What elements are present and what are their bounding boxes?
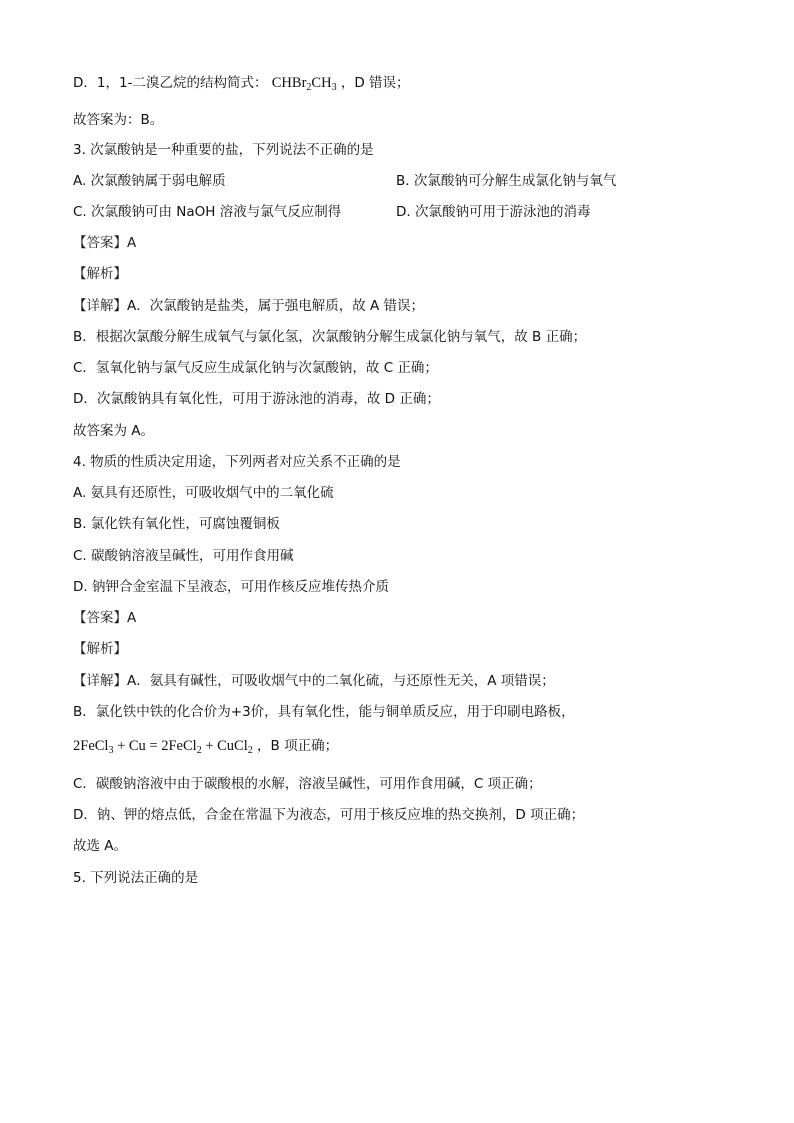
q4-option-c: C. 碳酸钠溶液呈碱性，可用作食用碱 <box>73 548 294 564</box>
q4-answer-tag: 【答案】A <box>73 610 137 626</box>
formula-fecl3-cu-reaction: 2FeCl$_3$ + Cu = 2FeCl$_2$ + CuCl$_2$ <box>73 738 253 756</box>
q2-answer: 故答案为：B。 <box>73 112 164 128</box>
q2-option-d-line: D．1，1-二溴乙烷的结构简式： $CHBr_2CH_3$ ，D 错误； <box>73 75 410 93</box>
q4-analysis-tag: 【解析】 <box>73 641 127 657</box>
q4-stem: 4. 物质的性质决定用途，下列两者对应关系不正确的是 <box>73 454 401 470</box>
q3-detail-c: C．氢氧化钠与氯气反应生成氯化钠与次氯酸钠，故 C 正确； <box>73 360 438 376</box>
q4-equation-line: 2FeCl$_3$ + Cu = 2FeCl$_2$ + CuCl$_2$ ，B 项正确； <box>73 738 339 756</box>
q3-option-a: A. 次氯酸钠属于弱电解质 <box>73 173 226 189</box>
q3-conclusion: 故答案为 A。 <box>73 423 155 439</box>
q3-stem: 3. 次氯酸钠是一种重要的盐，下列说法不正确的是 <box>73 142 374 158</box>
q3-detail-a: 【详解】A．次氯酸钠是盐类，属于强电解质，故 A 错误； <box>73 298 425 314</box>
q3-option-d: D. 次氯酸钠可用于游泳池的消毒 <box>396 204 591 220</box>
q3-analysis-tag: 【解析】 <box>73 266 127 282</box>
q3-detail-b: B．根据次氯酸分解生成氧气与氯化氢，次氯酸钠分解生成氯化钠与氧气，故 B 正确； <box>73 329 587 345</box>
q4-detail-d: D．钠、钾的熔点低，合金在常温下为液态，可用于核反应堆的热交换剂，D 项正确； <box>73 807 585 823</box>
q5-stem: 5. 下列说法正确的是 <box>73 870 199 886</box>
q4-option-d: D. 钠钾合金室温下呈液态，可用作核反应堆传热介质 <box>73 579 389 595</box>
q4-detail-c: C．碳酸钠溶液中由于碳酸根的水解，溶液呈碱性，可用作食用碱，C 项正确； <box>73 776 542 792</box>
q4-detail-a: 【详解】A．氨具有碱性，可吸收烟气中的二氧化硫，与还原性无关，A 项错误； <box>73 673 555 689</box>
q3-detail-d: D．次氯酸钠具有氧化性，可用于游泳池的消毒，故 D 正确； <box>73 391 440 407</box>
q4-option-b: B. 氯化铁有氧化性，可腐蚀覆铜板 <box>73 516 280 532</box>
q3-option-b: B. 次氯酸钠可分解生成氯化钠与氧气 <box>396 173 617 189</box>
q3-option-c: C. 次氯酸钠可由 NaOH 溶液与氯气反应制得 <box>73 204 342 220</box>
q4-detail-b: B．氯化铁中铁的化合价为+3价，具有氧化性，能与铜单质反应，用于印刷电路板， <box>73 704 575 720</box>
q4-conclusion: 故选 A。 <box>73 838 128 854</box>
formula-chbr2ch3: $CHBr_2CH_3$ <box>271 75 337 93</box>
q3-answer-tag: 【答案】A <box>73 235 137 251</box>
q4-option-a: A. 氨具有还原性，可吸收烟气中的二氧化硫 <box>73 485 334 501</box>
